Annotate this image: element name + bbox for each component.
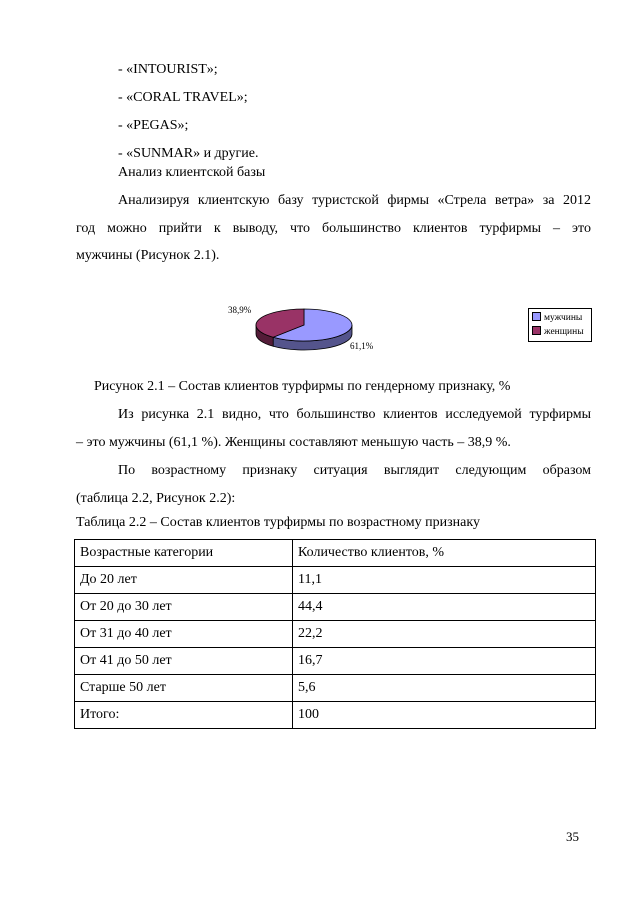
list-item-intourist: - «INTOURIST»; xyxy=(118,62,218,77)
list-item-pegas: - «PEGAS»; xyxy=(118,118,189,133)
table-row xyxy=(75,675,596,702)
paragraph-3-line-1: По возрастному признаку ситуация выглядит следующим образом xyxy=(118,463,591,478)
table-row xyxy=(75,594,596,621)
table-cell-value: 5,6 xyxy=(293,675,596,702)
paragraph-2-line-2: – это мужчины (61,1 %). Женщины составляют меньшую часть – 38,9 %. xyxy=(76,435,511,450)
legend-swatch-men xyxy=(532,312,541,321)
table-cell-category: Итого: xyxy=(75,702,293,729)
table-cell-value: 22,2 xyxy=(293,621,596,648)
legend-item-men xyxy=(532,312,582,324)
paragraph-1-line-2: год можно прийти к выводу, что большинство клиентов турфирмы – это xyxy=(76,221,591,236)
paragraph-1-line-3: мужчины (Рисунок 2.1). xyxy=(76,248,220,263)
table-row xyxy=(75,567,596,594)
legend-swatch-women xyxy=(532,326,541,335)
legend-label-women: женщины xyxy=(544,327,584,337)
age-table xyxy=(74,539,596,729)
paragraph-2-line-1: Из рисунка 2.1 видно, что большинство клиентов исследуемой турфирмы xyxy=(118,407,591,422)
table-header-row xyxy=(75,540,596,567)
chart-legend xyxy=(528,308,592,342)
list-item-coral-travel: - «CORAL TRAVEL»; xyxy=(118,90,248,105)
table-cell-category: До 20 лет xyxy=(75,567,293,594)
table-cell-category: От 31 до 40 лет xyxy=(75,621,293,648)
table-row xyxy=(75,621,596,648)
table-row xyxy=(75,648,596,675)
table-cell-category: От 20 до 30 лет xyxy=(75,594,293,621)
table-cell-category: От 41 до 50 лет xyxy=(75,648,293,675)
table-cell-value: 44,4 xyxy=(293,594,596,621)
table-cell-value: 11,1 xyxy=(293,567,596,594)
figure-caption: Рисунок 2.1 – Состав клиентов турфирмы по гендерному признаку, % xyxy=(94,379,511,394)
data-label-men: 61,1% xyxy=(350,341,374,351)
table-cell-category: Старше 50 лет xyxy=(75,675,293,702)
table-header-cell: Количество клиентов, % xyxy=(293,540,596,567)
table-title: Таблица 2.2 – Состав клиентов турфирмы по возрастному признаку xyxy=(76,515,480,530)
table-cell-value: 16,7 xyxy=(293,648,596,675)
table-row xyxy=(75,702,596,729)
section-heading: Анализ клиентской базы xyxy=(118,165,266,180)
legend-item-women xyxy=(532,326,584,338)
paragraph-3-line-2: (таблица 2.2, Рисунок 2.2): xyxy=(76,491,236,506)
table-header-cell: Возрастные категории xyxy=(75,540,293,567)
legend-label-men: мужчины xyxy=(544,313,583,323)
list-item-sunmar: - «SUNMAR» и другие. xyxy=(118,146,259,161)
table-cell-value: 100 xyxy=(293,702,596,729)
paragraph-1-line-1: Анализируя клиентскую базу туристской фирмы «Стрела ветра» за 2012 xyxy=(118,193,591,208)
page-number: 35 xyxy=(566,829,579,844)
data-label-women: 38,9% xyxy=(228,305,252,315)
